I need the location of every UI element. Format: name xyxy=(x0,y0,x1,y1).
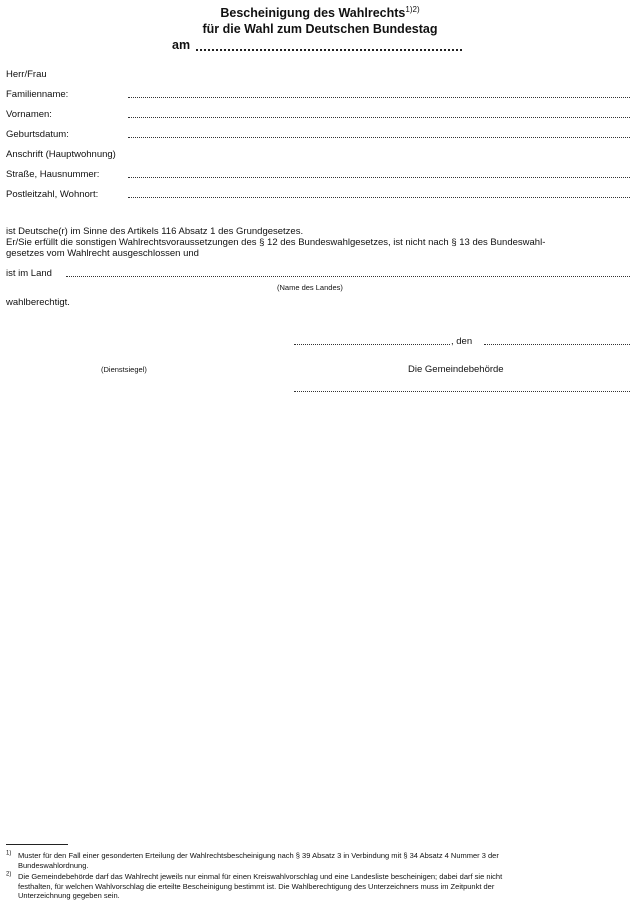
footnote-1-line: Bundeswahlordnung. xyxy=(18,860,89,870)
authority-signature-field[interactable] xyxy=(294,391,630,392)
postal-city-field[interactable] xyxy=(128,197,630,198)
statement-line-2: Er/Sie erfüllt die sonstigen Wahlrechtsvoraussetzungen des § 12 des Bundeswahlgesetzes, ist nicht nach § 13 des Bundeswahl- xyxy=(6,237,546,248)
footnote-1-line: Muster für den Fall einer gesonderten Erteilung der Wahlrechtsbescheinigung nach § 39 Absatz 3 in Verbindung mit § 34 Absatz 4 Nummer 3 der xyxy=(18,851,499,860)
land-label: ist im Land xyxy=(6,268,52,279)
title-line-1: Bescheinigung des Wahlrechts xyxy=(220,6,406,20)
statement-line-1: ist Deutsche(r) im Sinne des Artikels 116 Absatz 1 des Grundgesetzes. xyxy=(6,226,304,237)
date-separator: , den xyxy=(451,336,473,347)
authority-label: Die Gemeindebehörde xyxy=(408,364,504,375)
land-field[interactable] xyxy=(66,276,630,277)
statement-line-3: gesetzes vom Wahlrecht ausgeschlossen und xyxy=(6,248,199,259)
salutation-label: Herr/Frau xyxy=(6,69,47,80)
first-names-label: Vornamen: xyxy=(6,109,52,120)
birth-date-label: Geburtsdatum: xyxy=(6,129,69,140)
land-caption: (Name des Landes) xyxy=(277,283,343,292)
official-seal-label: (Dienstsiegel) xyxy=(101,365,147,374)
footnote-1-mark: 1) xyxy=(6,850,12,857)
street-label: Straße, Hausnummer: xyxy=(6,169,100,180)
first-names-field[interactable] xyxy=(128,117,630,118)
footnote-1-text xyxy=(18,851,634,870)
surname-label: Familienname: xyxy=(6,89,69,100)
document-title xyxy=(0,6,640,20)
footnote-2-line: Die Gemeindebehörde darf das Wahlrecht jeweils nur einmal für einen Kreiswahlvorschlag und eine Landesliste bescheinigen; dabei darf sie nicht xyxy=(18,872,503,881)
footnote-separator xyxy=(6,844,68,845)
footnote-2-line: festhalten, für welchen Wahlvorschlag die erteilte Bescheinigung bestimmt ist. Die Wahlberechtigung des Unterzeichners muss im Zeitpunkt der xyxy=(18,881,495,891)
surname-field[interactable] xyxy=(128,97,630,98)
footnote-2-line: Unterzeichnung gegeben sein. xyxy=(18,891,120,900)
title-footnote-marks: 1)2) xyxy=(405,4,420,14)
document-subtitle: für die Wahl zum Deutschen Bundestag xyxy=(202,22,438,36)
signature-date-field[interactable] xyxy=(484,344,630,345)
street-field[interactable] xyxy=(128,177,630,178)
birth-date-field[interactable] xyxy=(128,137,630,138)
date-line-label: am xyxy=(172,38,191,52)
address-heading: Anschrift (Hauptwohnung) xyxy=(6,149,116,160)
footnote-2-text xyxy=(18,872,634,901)
place-field[interactable] xyxy=(294,344,450,345)
postal-city-label: Postleitzahl, Wohnort: xyxy=(6,189,99,200)
eligibility-conclusion: wahlberechtigt. xyxy=(6,297,70,308)
election-date-field[interactable] xyxy=(196,49,462,51)
footnote-2-mark: 2) xyxy=(6,871,12,878)
